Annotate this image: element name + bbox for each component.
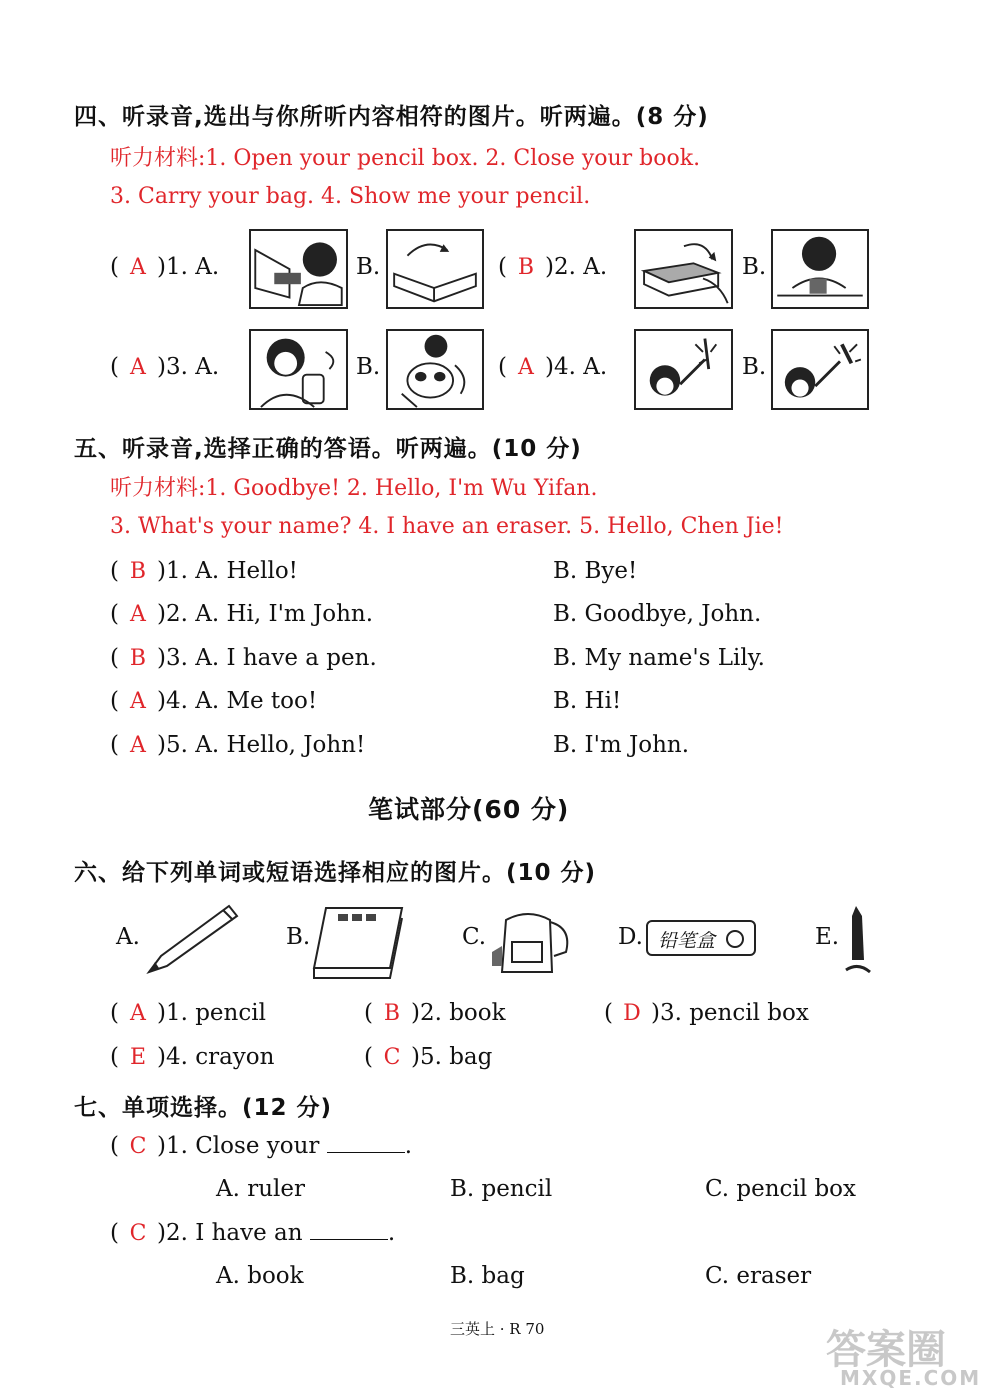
answer: A xyxy=(130,255,146,280)
q6-item-5: ( C )5. bag xyxy=(364,1044,493,1070)
q5-item-5: ( A )5. A. Hello, John! xyxy=(110,732,366,758)
picture-show-book xyxy=(771,229,869,309)
crayon-icon xyxy=(842,904,878,976)
picture-close-pencil-box xyxy=(634,229,733,309)
watermark-url: MXQE.COM xyxy=(840,1366,982,1390)
picture-label-e: E. xyxy=(815,924,840,950)
section-4-material-line-1: 听力材料:1. Open your pencil box. 2. Close your book. xyxy=(110,146,701,171)
q4-item-3-b-label: B. xyxy=(356,354,381,380)
flower-icon xyxy=(726,930,744,948)
picture-panda-bag xyxy=(386,329,484,410)
q7-item-1-option-b: B. pencil xyxy=(450,1176,553,1202)
q6-item-3: ( D )3. pencil box xyxy=(604,1000,809,1026)
q6-item-2: ( B )2. book xyxy=(364,1000,506,1026)
q4-item-4-b-label: B. xyxy=(742,354,767,380)
picture-close-book xyxy=(386,229,484,309)
watermark-logo: 答案圈 xyxy=(826,1327,946,1373)
page-footer: 三英上 · R 70 xyxy=(450,1320,545,1338)
q7-item-1-option-c: C. pencil box xyxy=(705,1176,856,1202)
q5-item-1-option-b: B. Bye! xyxy=(553,558,638,584)
q4-item-1-b-label: B. xyxy=(356,254,381,280)
q5-item-4-option-b: B. Hi! xyxy=(553,688,622,714)
picture-show-crayon xyxy=(771,329,869,410)
q7-item-2-option-b: B. bag xyxy=(450,1263,525,1289)
picture-carry-bag xyxy=(249,329,348,410)
section-4-title: 四、听录音,选出与你所听内容相符的图片。听两遍。(8 分) xyxy=(74,104,709,130)
answer: B xyxy=(129,559,147,584)
picture-open-pencil-box xyxy=(249,229,348,309)
blank-line xyxy=(327,1132,405,1153)
q4-item-2-b-label: B. xyxy=(742,254,767,280)
q4-item-4: ( A )4. A. xyxy=(498,354,608,380)
answer: A xyxy=(130,355,146,380)
pencil-box-label: 铅笔盒 xyxy=(658,930,716,952)
section-7-title: 七、单项选择。(12 分) xyxy=(74,1095,333,1121)
q6-item-4: ( E )4. crayon xyxy=(110,1044,275,1070)
q5-item-4: ( A )4. A. Me too! xyxy=(110,688,318,714)
q4-item-3: ( A )3. A. xyxy=(110,354,220,380)
answer: B xyxy=(129,646,147,671)
answer: A xyxy=(130,689,146,714)
q7-item-2-option-c: C. eraser xyxy=(705,1263,812,1289)
section-4-material-line-2: 3. Carry your bag. 4. Show me your pencil. xyxy=(110,184,591,209)
q7-item-1: ( C )1. Close your . xyxy=(110,1133,413,1159)
q5-item-3-option-b: B. My name's Lily. xyxy=(553,645,765,671)
answer: A xyxy=(130,733,146,758)
answer: A xyxy=(130,1001,146,1026)
picture-label-b: B. xyxy=(286,924,311,950)
answer: C xyxy=(129,1221,147,1246)
written-part-title: 笔试部分(60 分) xyxy=(368,795,570,824)
answer: D xyxy=(623,1001,641,1026)
section-5-title: 五、听录音,选择正确的答语。听两遍。(10 分) xyxy=(74,436,582,462)
picture-show-pencil xyxy=(634,329,733,410)
pencil-box-icon xyxy=(646,920,756,956)
section-6-title: 六、给下列单词或短语选择相应的图片。(10 分) xyxy=(74,860,597,886)
q5-item-2: ( A )2. A. Hi, I'm John. xyxy=(110,601,374,627)
book-icon xyxy=(308,904,408,982)
q5-item-2-option-b: B. Goodbye, John. xyxy=(553,601,762,627)
answer: C xyxy=(383,1045,401,1070)
blank-line xyxy=(310,1219,388,1240)
picture-label-a: A. xyxy=(116,924,140,950)
picture-label-c: C. xyxy=(462,924,487,950)
section-5-material-line-2: 3. What's your name? 4. I have an eraser. 5. Hello, Chen Jie! xyxy=(110,514,784,539)
q5-item-5-option-b: B. I'm John. xyxy=(553,732,690,758)
answer: B xyxy=(517,255,535,280)
answer: C xyxy=(129,1134,147,1159)
q7-item-2-option-a: A. book xyxy=(216,1263,304,1289)
answer: B xyxy=(383,1001,401,1026)
pencil-icon xyxy=(145,900,241,976)
q5-item-1: ( B )1. A. Hello! xyxy=(110,558,298,584)
answer: A xyxy=(130,602,146,627)
section-5-material-line-1: 听力材料:1. Goodbye! 2. Hello, I'm Wu Yifan. xyxy=(110,476,598,501)
q5-item-3: ( B )3. A. I have a pen. xyxy=(110,645,377,671)
q6-item-1: ( A )1. pencil xyxy=(110,1000,266,1026)
bag-icon xyxy=(488,906,574,978)
picture-label-d: D. xyxy=(618,924,643,950)
q7-item-1-option-a: A. ruler xyxy=(216,1176,306,1202)
q4-item-2: ( B )2. A. xyxy=(498,254,608,280)
q4-item-1: ( A )1. A. xyxy=(110,254,220,280)
answer: E xyxy=(129,1045,147,1070)
q7-item-2: ( C )2. I have an . xyxy=(110,1220,396,1246)
answer: A xyxy=(518,355,534,380)
